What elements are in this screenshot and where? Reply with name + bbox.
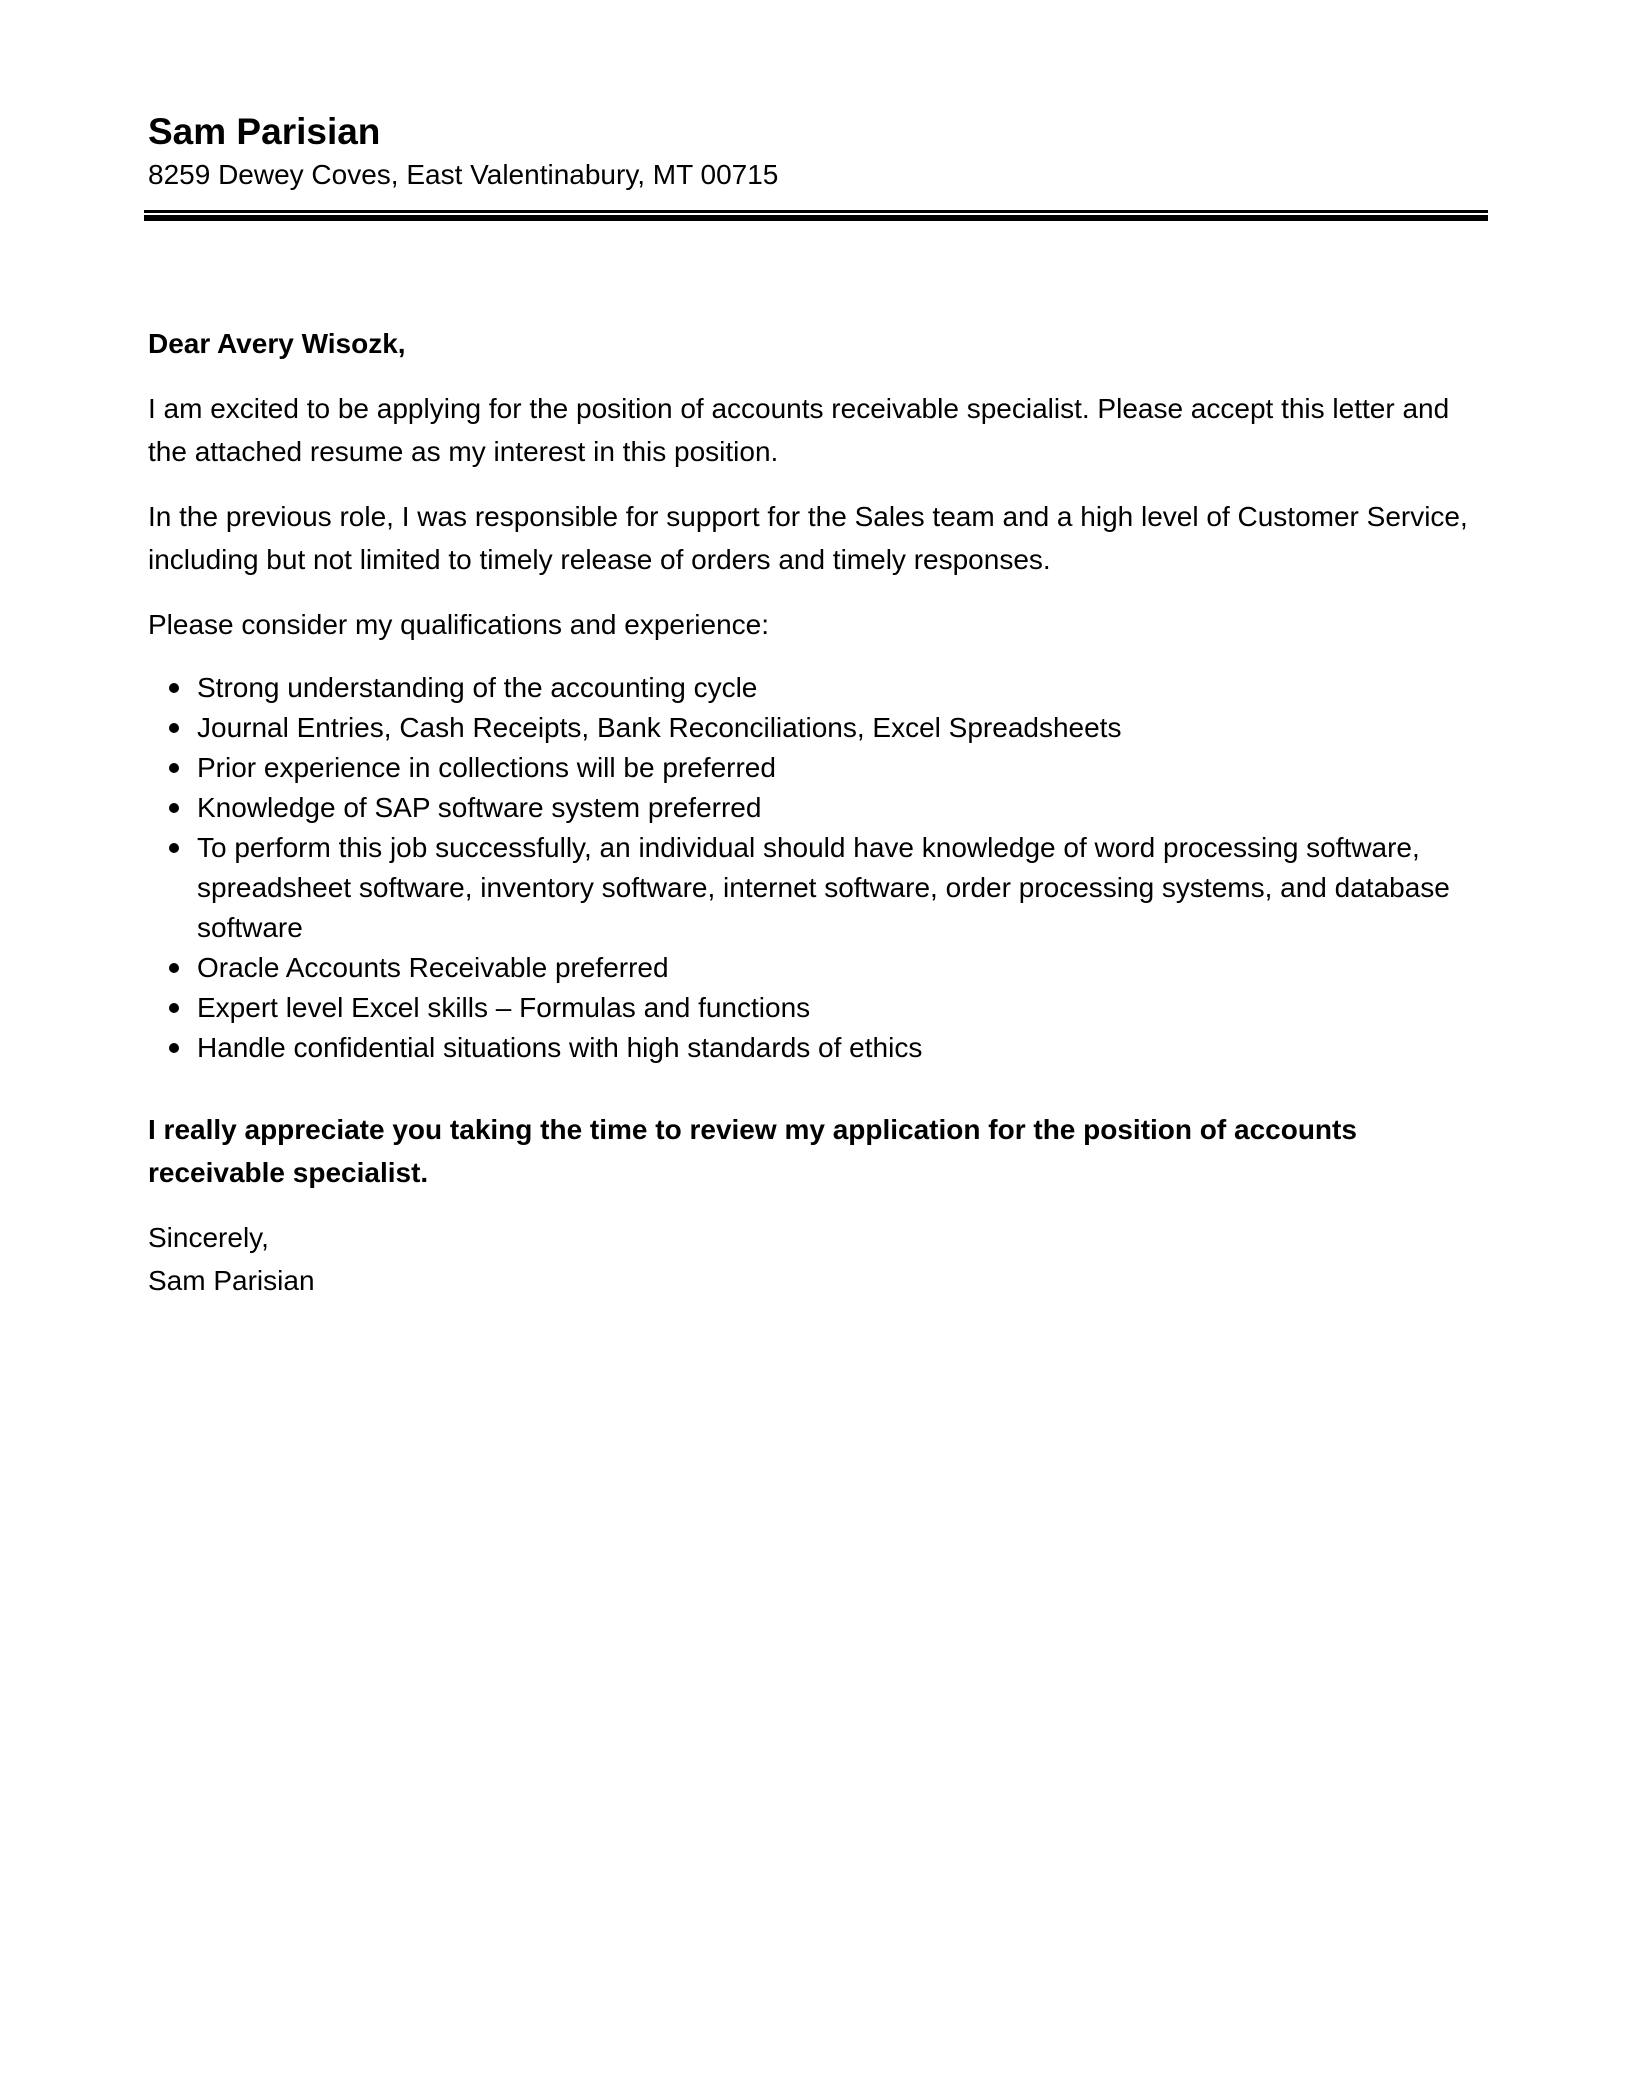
letter-body: [148, 322, 1493, 1302]
signoff: Sincerely,: [148, 1222, 269, 1253]
header-divider: [144, 210, 1488, 222]
list-item-text: Journal Entries, Cash Receipts, Bank Reconciliations, Excel Spreadsheets: [197, 712, 1122, 743]
experience-paragraph: In the previous role, I was responsible for support for the Sales team and a high level of Customer Service, including but not limited to timely release of orders and timely responses.: [148, 501, 1468, 575]
closing-statement: I really appreciate you taking the time to review my application for the position of accounts receivable specialist.: [148, 1114, 1357, 1188]
salutation: Dear Avery Wisozk,: [148, 328, 406, 359]
letter-header: [148, 108, 1488, 194]
list-item-text: Expert level Excel skills – Formulas and functions: [197, 992, 811, 1023]
list-item-text: Strong understanding of the accounting cycle: [197, 672, 758, 703]
list-item-text: Oracle Accounts Receivable preferred: [197, 952, 669, 983]
bullet-icon: [169, 963, 179, 973]
list-item: [148, 948, 1493, 988]
bullet-icon: [169, 843, 179, 853]
list-item: [148, 708, 1493, 748]
bullet-icon: [169, 803, 179, 813]
intro-paragraph: I am excited to be applying for the position of accounts receivable specialist. Please accept this letter and the attached resume as my interest in this position.: [148, 393, 1450, 467]
signoff-block: [148, 1216, 1493, 1302]
list-item: [148, 1028, 1493, 1068]
header-divider-thick-line: [144, 215, 1488, 221]
signature-name: Sam Parisian: [148, 1265, 315, 1296]
list-item-text: Handle confidential situations with high standards of ethics: [197, 1032, 923, 1063]
header-divider-thin-line: [144, 210, 1488, 213]
bullet-icon: [169, 1043, 179, 1053]
list-item-text: Knowledge of SAP software system preferred: [197, 792, 762, 823]
list-item-text: To perform this job successfully, an individual should have knowledge of word processing software, spreadsheet software, inventory software, internet software, order processing systems, and database software: [197, 832, 1450, 943]
bullet-icon: [169, 683, 179, 693]
list-item-text: Prior experience in collections will be preferred: [197, 752, 776, 783]
qualifications-intro: Please consider my qualifications and experience:: [148, 609, 770, 640]
list-item: [148, 748, 1493, 788]
list-item: [148, 668, 1493, 708]
bullet-icon: [169, 1003, 179, 1013]
sender-address: 8259 Dewey Coves, East Valentinabury, MT 00715: [148, 159, 779, 190]
list-item: [148, 788, 1493, 828]
list-item: [148, 988, 1493, 1028]
qualifications-list: [148, 668, 1493, 1068]
bullet-icon: [169, 723, 179, 733]
sender-name: Sam Parisian: [148, 111, 381, 152]
bullet-icon: [169, 763, 179, 773]
list-item: [148, 828, 1493, 948]
